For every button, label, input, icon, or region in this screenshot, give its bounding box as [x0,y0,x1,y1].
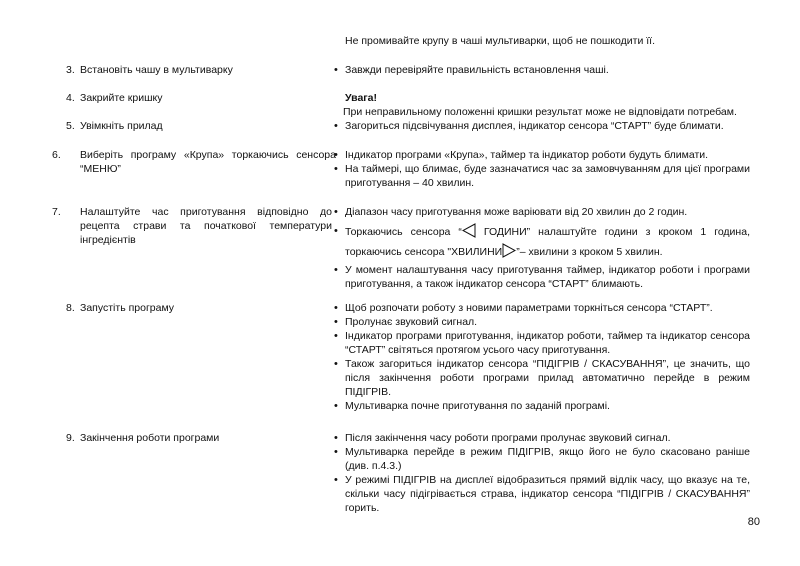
step-text: Увімкніть прилад [80,120,163,132]
step-text: Встановіть чашу в мультиварку [80,64,233,76]
step-text: Налаштуйте час приготування відповідно до рецепта страви та початкової температури інгредієнтів [80,206,332,246]
step-5-notes [334,119,750,133]
warning-block [345,91,750,119]
step-5 [66,119,322,133]
step-number: 5. [66,120,75,132]
note-item: • Після закінчення часу роботи програми пролунає звуковий сигнал. [334,431,750,445]
step-number: 3. [66,64,75,76]
step-3-notes [334,63,750,77]
note-item: • Мультиварка перейде в режим ПІДІГРІВ, якщо його не було скасовано раніше (див. п.4.3.) [334,445,750,473]
note-item: • Мультиварка почне приготування по заданій програмі. [334,399,750,413]
note-item: • На таймері, що блимає, буде зазначатися час за замовчуванням для цієї програми приготування – 40 хвилин. [334,162,750,190]
triangle-left-icon [462,223,476,243]
note-text-part: ГОДИНИ” налаштуйте години з кроком 1 година, торкаючись сенсора "ХВИЛИНИ [345,226,750,258]
step-4 [66,91,322,105]
step-6 [52,148,336,176]
page-number: 80 [747,516,760,528]
step-6-notes [334,148,750,190]
note-text-part: ”– хвилини з кроком 5 хвилин. [516,246,663,258]
step-9-notes [334,431,750,515]
triangle-right-icon [502,243,516,263]
note-item: • Індикатор програми приготування, індикатор роботи, таймер та індикатор сенсора “СТАРТ” світяться протягом усього часу приготування. [334,329,750,357]
step-8 [66,301,322,315]
step-3 [66,63,322,77]
warning-text: При неправильному положенні кришки результат може не відповідати потребам. [343,106,737,118]
step-number: 9. [66,432,75,444]
note-item: • Індикатор програми «Крупа», таймер та індикатор роботи будуть блимати. [334,148,750,162]
step-9 [66,431,322,445]
step-text: Запустіть програму [80,302,175,314]
step-text: Виберіть програму «Крупа» торкаючись сенсора “МЕНЮ” [80,149,336,175]
step-7-notes [334,205,750,291]
note-item: • Пролунає звуковий сигнал. [334,315,750,329]
note-item: • Завжди перевіряйте правильність встановлення чаші. [334,63,750,77]
step-number: 7. [52,206,61,218]
note-item: • У момент налаштування часу приготування таймер, індикатор роботи і програми приготування, а також індикатор сенсора “СТАРТ” блимають. [334,263,750,291]
note-item: • Загориться підсвічування дисплея, індикатор сенсора “СТАРТ” буде блимати. [334,119,750,133]
note-item-time-setting [334,223,750,263]
step-number: 6. [52,149,61,161]
note-item: • Діапазон часу приготування може варіювати від 20 хвилин до 2 годин. [334,205,750,219]
note-text-part: Торкаючись сенсора “ [345,226,462,238]
step-text: Закрийте кришку [80,92,163,104]
step-text: Закінчення роботи програми [80,432,220,444]
note-item: • Також загориться індикатор сенсора “ПІДІГРІВ / СКАСУВАННЯ”, це значить, що після закінчення роботи програми прилад автоматично перейде в режим ПІДІГРІВ. [334,357,750,399]
step-number: 8. [66,302,75,314]
step-number: 4. [66,92,75,104]
intro-note: Не промивайте крупу в чаші мультиварки, щоб не пошкодити її. [345,35,655,47]
step-7 [52,205,332,247]
note-item: • У режимі ПІДІГРІВ на дисплеї відобразиться прямий відлік часу, що вказує на те, скільки часу підігрівається страва, індикатор сенсора “ПІДІГРІВ / СКАСУВАННЯ” горить. [334,473,750,515]
warning-title: Увага! [345,92,377,104]
note-item: • Щоб розпочати роботу з новими параметрами торкніться сенсора “СТАРТ”. [334,301,750,315]
step-8-notes [334,301,750,413]
